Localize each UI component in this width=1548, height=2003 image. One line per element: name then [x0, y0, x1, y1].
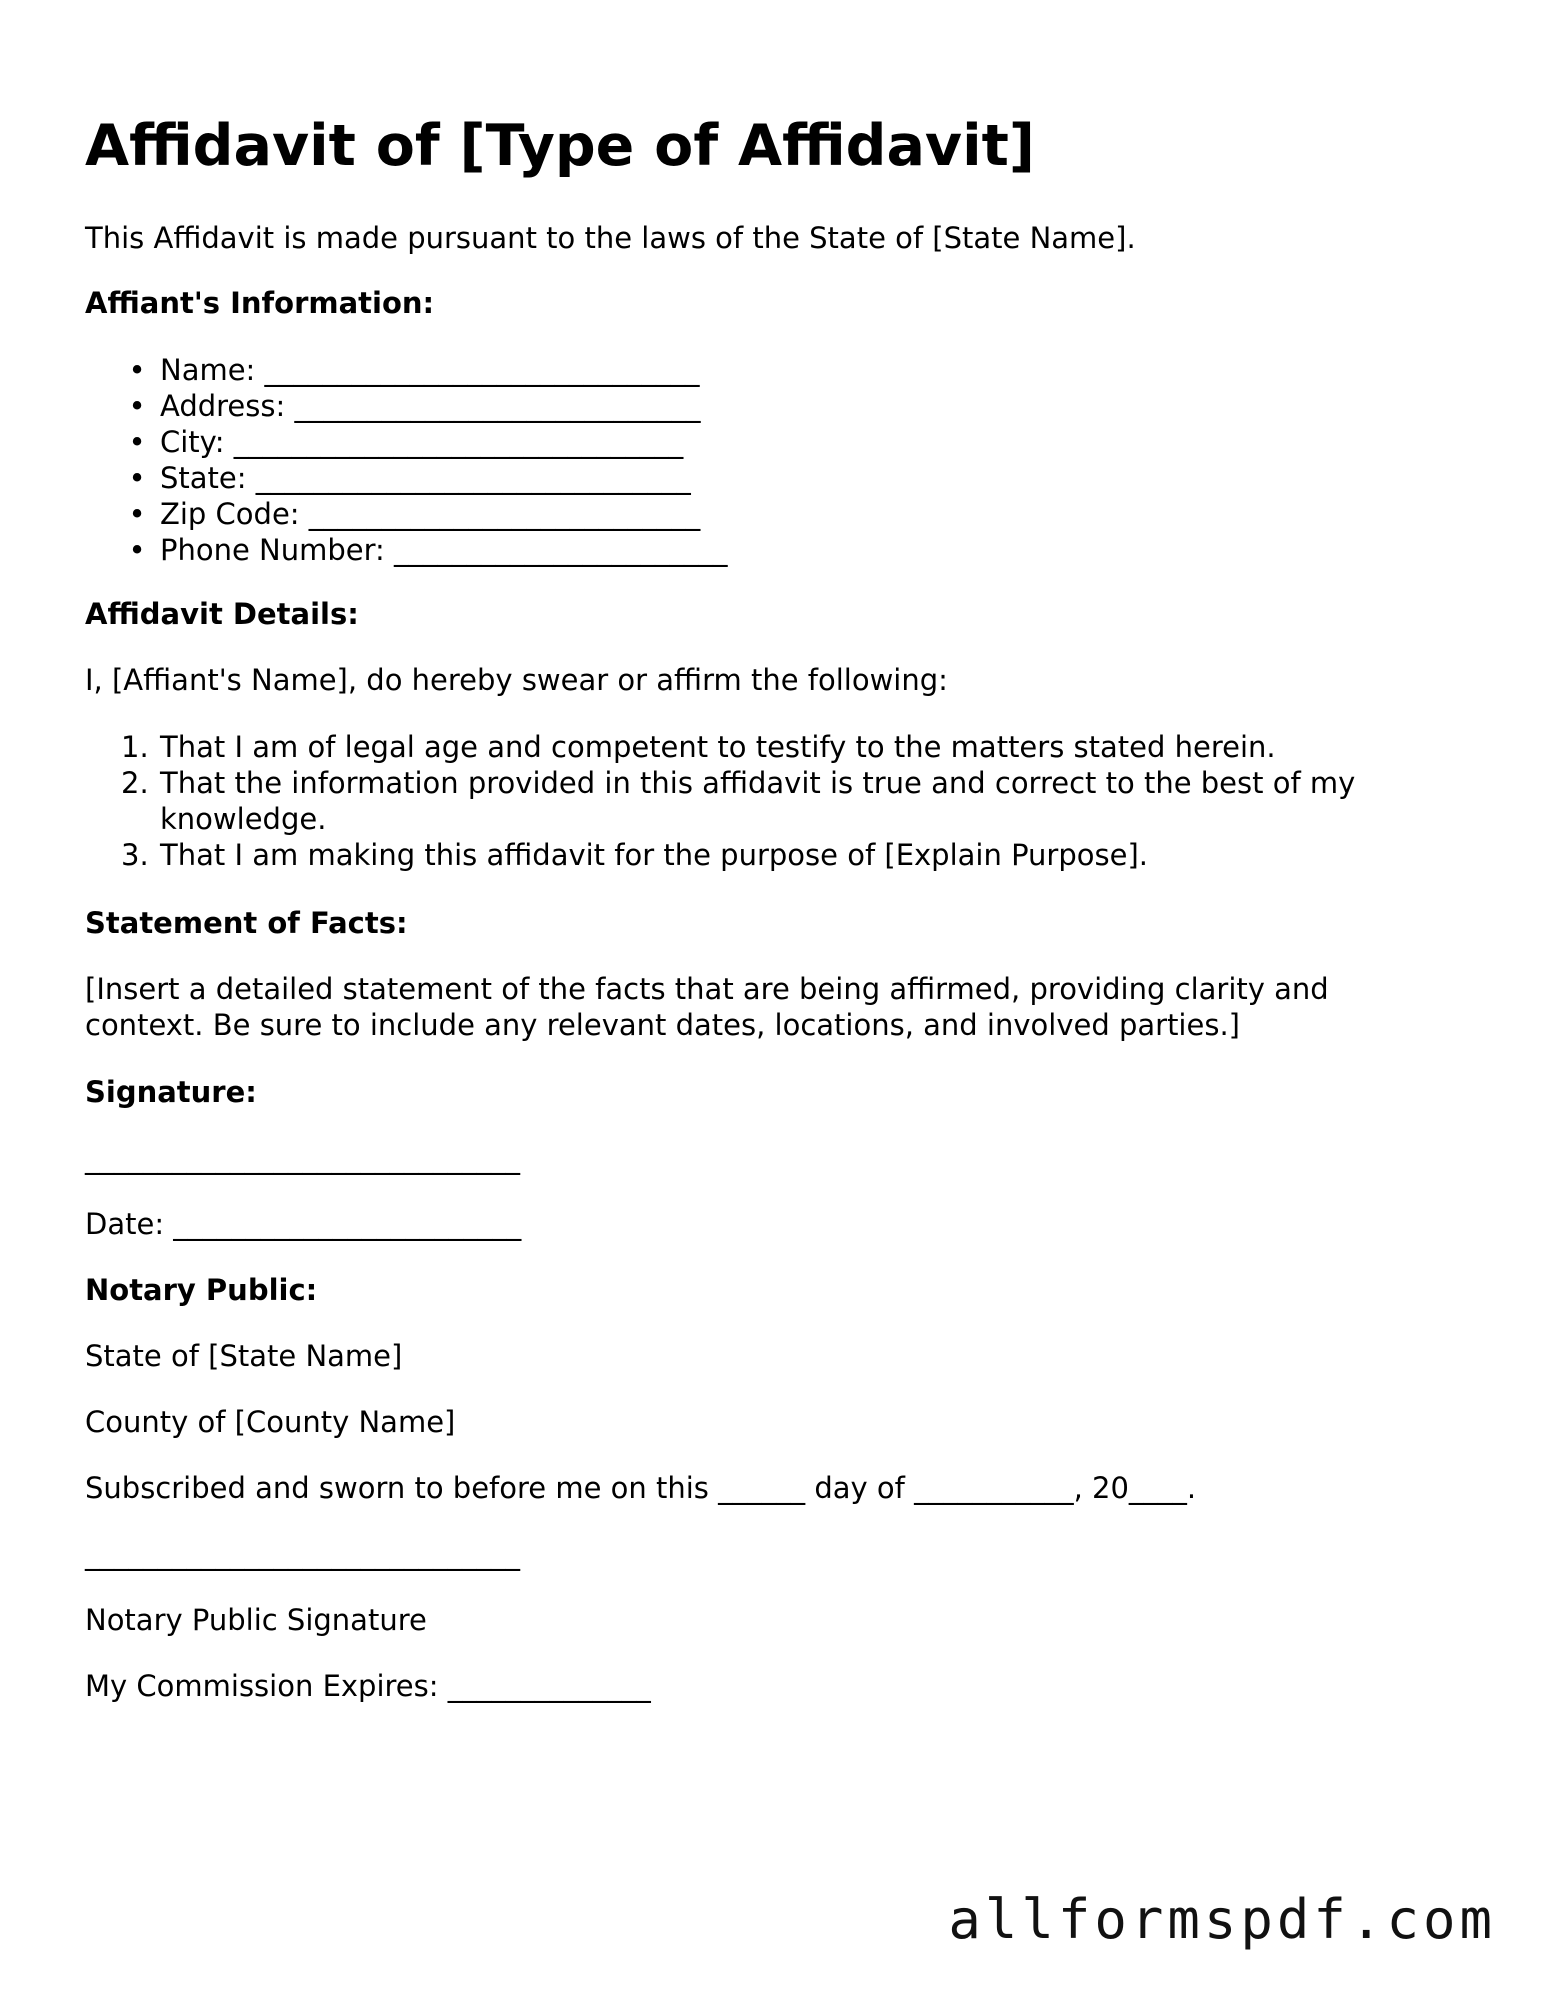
list-item	[85, 765, 1500, 837]
detail-statement: That I am making this affidavit for the purpose of [Explain Purpose].	[160, 838, 1148, 872]
notary-signature-line: ______________________________	[85, 1537, 520, 1571]
bullet-icon: •	[128, 389, 146, 423]
bullet-icon: •	[128, 425, 146, 459]
sworn-statement: Subscribed and sworn to before me on this ______ day of ___________, 20____.	[85, 1471, 1197, 1505]
list-number: 1.	[121, 730, 149, 764]
list-number: 3.	[121, 838, 149, 872]
statement-of-facts-heading: Statement of Facts:	[85, 906, 408, 940]
list-item	[85, 424, 728, 460]
list-item	[85, 460, 728, 496]
affiant-city-field: City: _______________________________	[160, 425, 684, 459]
signature-heading: Signature:	[85, 1075, 257, 1109]
affiant-address-field: Address: ____________________________	[160, 389, 701, 423]
list-item	[85, 532, 728, 568]
affiant-info-list	[85, 352, 728, 568]
list-item	[85, 388, 728, 424]
list-item	[85, 352, 728, 388]
affiant-info-heading: Affiant's Information:	[85, 286, 435, 320]
bullet-icon: •	[128, 497, 146, 531]
intro-paragraph: This Affidavit is made pursuant to the laws of the State of [State Name].	[85, 221, 1136, 255]
list-item	[85, 729, 1500, 765]
notary-county: County of [County Name]	[85, 1405, 456, 1439]
detail-statement: That the information provided in this affidavit is true and correct to the best of my knowledge.	[160, 766, 1356, 836]
bullet-icon: •	[128, 461, 146, 495]
signature-line: ______________________________	[85, 1141, 520, 1175]
list-item	[85, 496, 728, 532]
signature-date-field: Date: ________________________	[85, 1207, 522, 1241]
affiant-zip-field: Zip Code: ___________________________	[160, 497, 701, 531]
bullet-icon: •	[128, 353, 146, 387]
statement-of-facts-text: [Insert a detailed statement of the facts that are being affirmed, providing clarity and context. Be sure to include any relevant dates, locations, and involved parties.]	[85, 972, 1338, 1042]
affiant-name-field: Name: ______________________________	[160, 353, 700, 387]
affiant-state-field: State: ______________________________	[160, 461, 691, 495]
notary-state: State of [State Name]	[85, 1339, 403, 1373]
list-number: 2.	[121, 766, 149, 800]
detail-statement: That I am of legal age and competent to testify to the matters stated herein.	[160, 730, 1276, 764]
affidavit-details-list	[85, 729, 1500, 873]
site-watermark: allformspdf.com	[948, 1888, 1496, 1951]
list-item	[85, 837, 1500, 873]
notary-public-heading: Notary Public:	[85, 1273, 318, 1307]
page-title: Affidavit of [Type of Affidavit]	[85, 113, 1035, 179]
notary-signature-label: Notary Public Signature	[85, 1603, 427, 1637]
affidavit-details-heading: Affidavit Details:	[85, 597, 359, 631]
affiant-phone-field: Phone Number: _______________________	[160, 533, 728, 567]
oath-statement: I, [Affiant's Name], do hereby swear or affirm the following:	[85, 663, 948, 697]
commission-expires-field: My Commission Expires: ______________	[85, 1669, 651, 1703]
bullet-icon: •	[128, 533, 146, 567]
